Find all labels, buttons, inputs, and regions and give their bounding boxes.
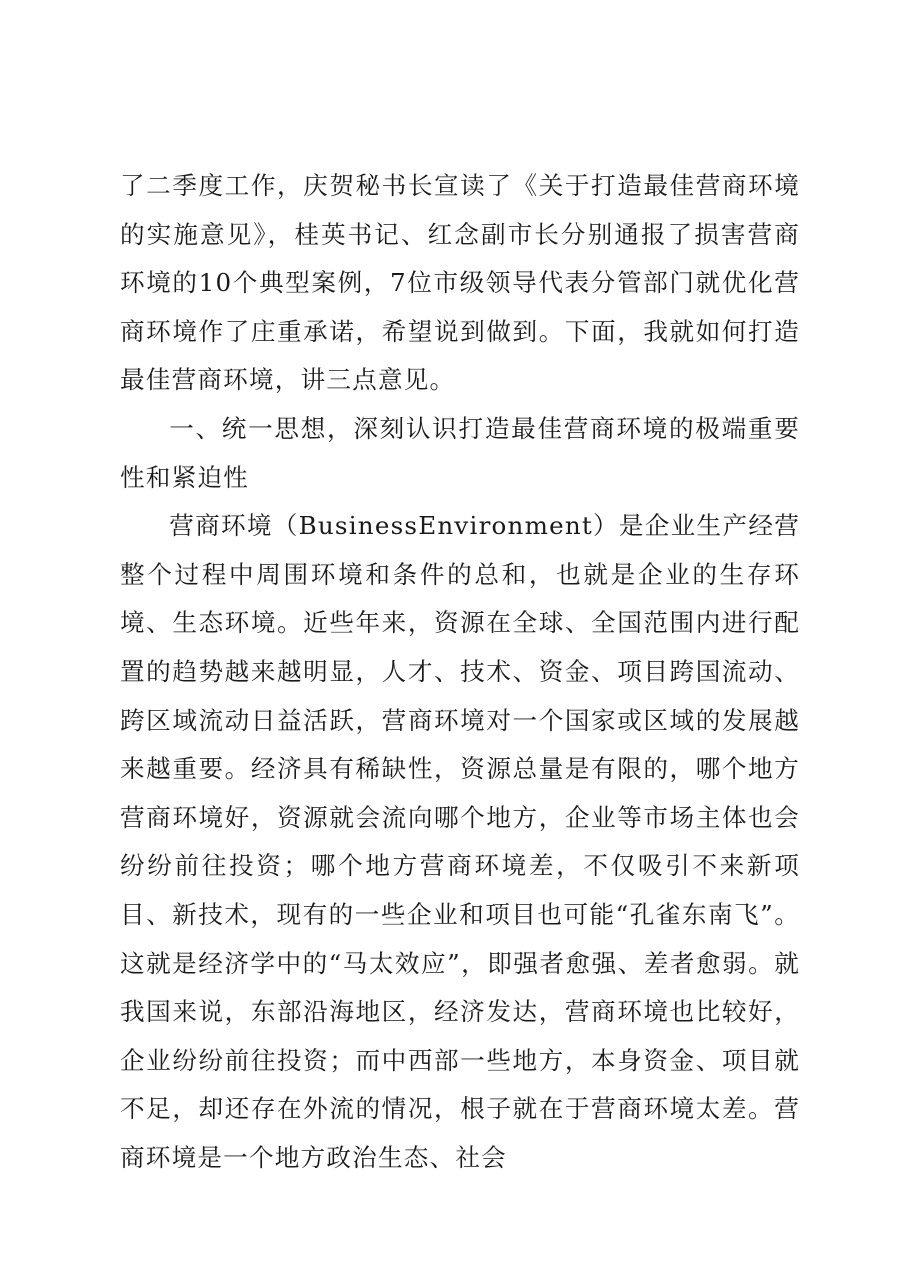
paragraph-intro-continuation: 了二季度工作，庆贺秘书长宣读了《关于打造最佳营商环境的实施意见》，桂英书记、红念副市长分别通报了损害营商环境的10个典型案例，7位市级领导代表分管部门就优化营商环境作了庄重承诺，希望说到做到。下面，我就如何打造最佳营商环境，讲三点意见。: [120, 171, 800, 395]
paragraph-business-environment: 营商环境（BusinessEnvironment）是企业生产经营整个过程中周围环境和条件的总和，也就是企业的生存环境、生态环境。近些年来，资源在全球、全国范围内进行配置的趋势越来越明显，人才、技术、资金、项目跨国流动、跨区域流动日益活跃，营商环境对一个国家或区域的发展越来越重要。经济具有稀缺性，资源总量是有限的，哪个地方营商环境好，资源就会流向哪个地方，企业等市场主体也会纷纷前往投资；哪个地方营商环境差，不仅吸引不来新项目、新技术，现有的一些企业和项目也可能“孔雀东南飞”。这就是经济学中的“马太效应”，即强者愈强、差者愈弱。就我国来说，东部沿海地区，经济发达，营商环境也比较好，企业纷纷前往投资；而中西部一些地方，本身资金、项目就不足，却还存在外流的情况，根子就在于营商环境太差。营商环境是一个地方政治生态、社会: [120, 511, 800, 1172]
section-heading-one: 一、统一思想，深刻认识打造最佳营商环境的极端重要性和紧迫性: [120, 413, 800, 492]
body-text: [120, 162, 800, 1182]
